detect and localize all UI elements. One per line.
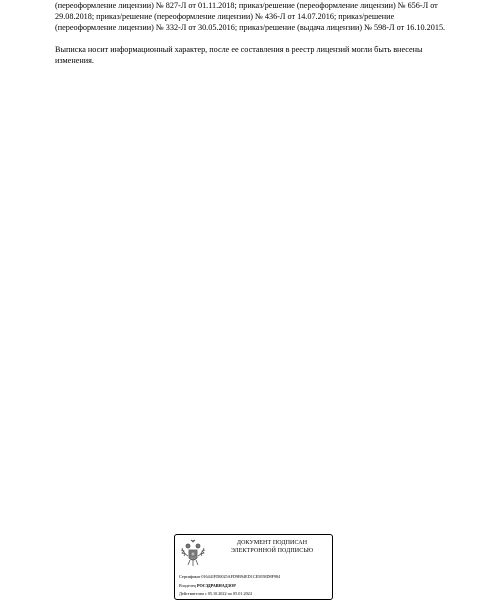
russian-coat-of-arms-icon: [179, 538, 207, 568]
document-body: [55, 0, 450, 66]
stamp-title-line1: ДОКУМЕНТ ПОДПИСАН: [236, 540, 308, 546]
license-history-paragraph: (переоформление лицензии) № 827-Л от 01.11.2018; приказ/решение (переоформление лицензии) № 656-Л от 29.08.2018; приказ/решение (переоформление лицензии) № 436-Л от 14.07.2016; приказ/решение (переоформление лицензии) № 332-Л от 30.05.2016; приказ/решение (выдача лицензии) № 598-Л от 16.10.2015.: [55, 1, 446, 32]
disclaimer-paragraph: Выписка носит информационный характер, после ее составления в реестр лицензий могли быть внесены изменения.: [55, 45, 423, 65]
stamp-title: [211, 539, 333, 555]
electronic-signature-stamp: [174, 534, 333, 600]
owner-value: РОСЗДРАВНАДЗОР: [196, 582, 236, 588]
stamp-title-line2: ЭЛЕКТРОННОЙ ПОДПИСЬЮ: [230, 548, 314, 554]
owner-label: Владелец: [179, 582, 196, 588]
owner-line: [179, 582, 331, 591]
certificate-line: Сертификат 016441FD0025AFD9B94ED1CE5058D8F984: [179, 574, 281, 579]
stamp-details: [179, 573, 331, 599]
validity-line: Действителен с 05.10.2022 по 05.01.2024: [179, 591, 252, 596]
